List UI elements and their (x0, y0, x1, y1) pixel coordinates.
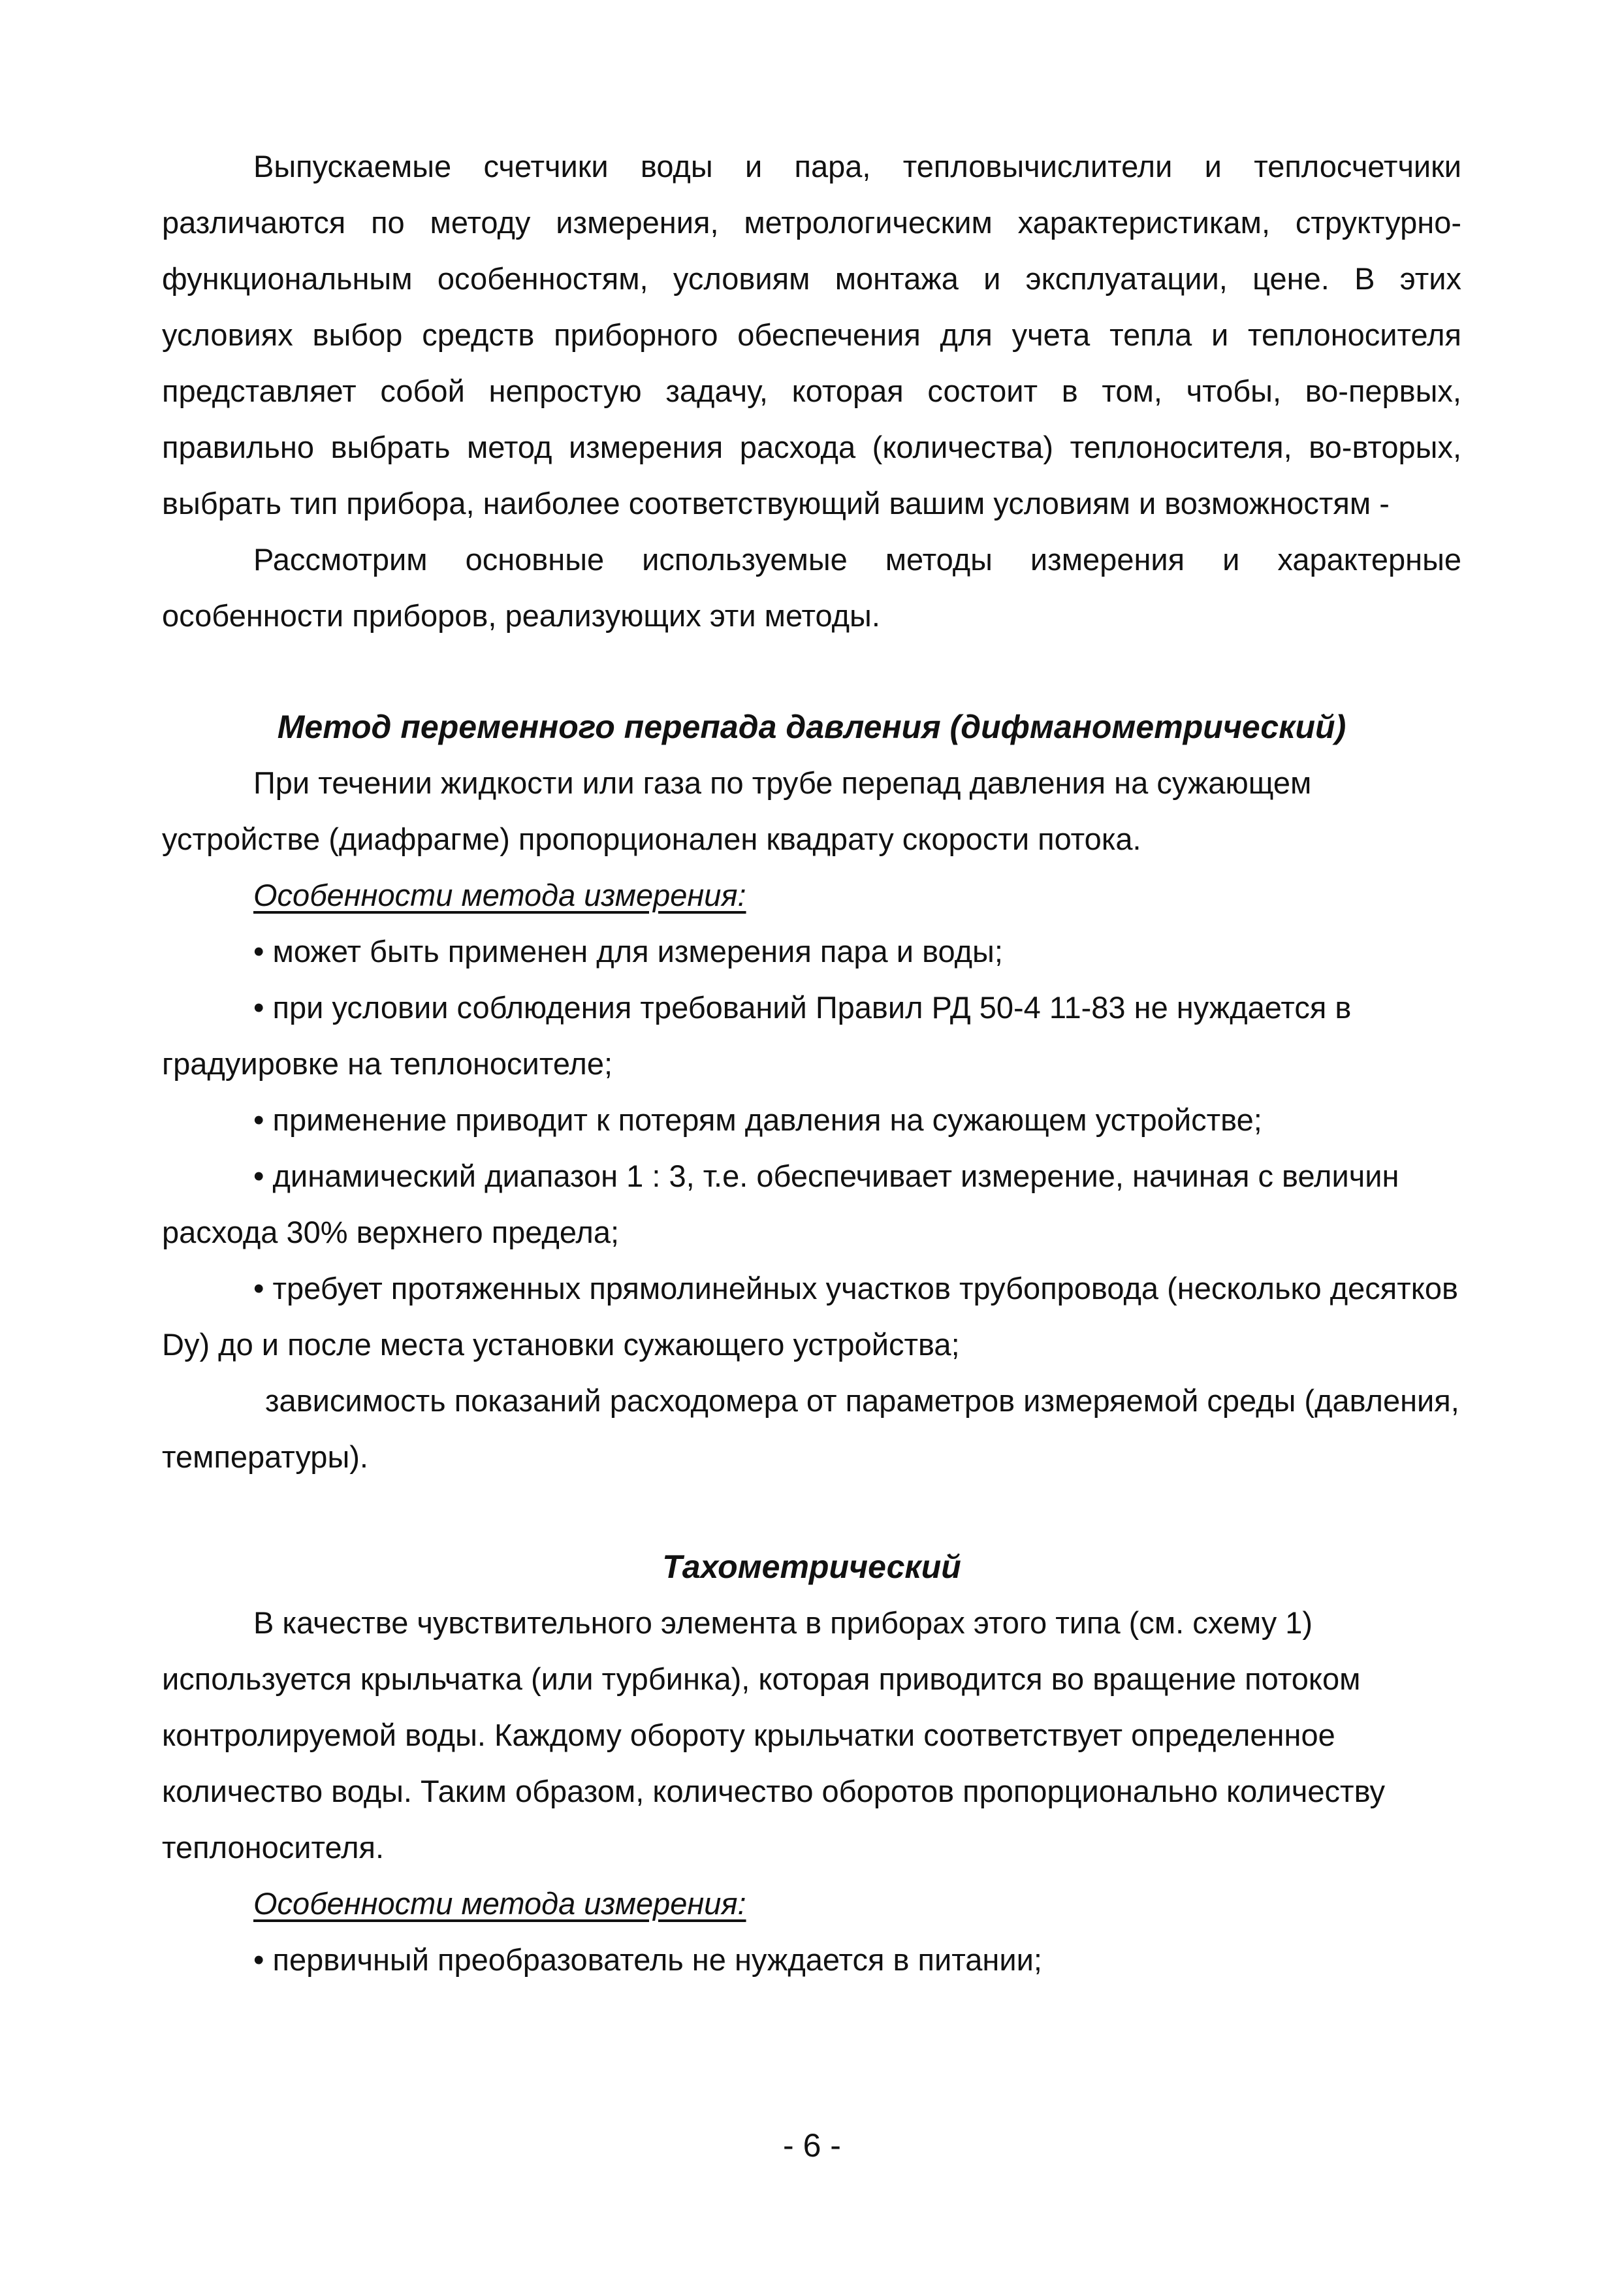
feature-item: • применение приводит к потерям давления на сужающем устройстве; (253, 1102, 1262, 1137)
features-label-tachometric: Особенности метода измерения: (253, 1886, 746, 1921)
feature-item: • при условии соблюдения требований Правил РД 50-4 11-83 не нуждается в градуировке на теплоносителе; (162, 990, 1352, 1081)
section-heading-differential: Метод переменного перепада давления (дифманометрический) (277, 709, 1346, 745)
section-heading-tachometric: Тахометрический (662, 1548, 961, 1585)
feature-item: • первичный преобразователь не нуждается в питании; (253, 1942, 1042, 1977)
intro-paragraph-1: Выпускаемые счетчики воды и пара, тепловычислители и теплосчетчики различаются по методу измерения, метрологическим характеристикам, структурно-функциональным особенностям, условиям монтажа и эксплуатации, цене. В этих условиях выбор средств приборного обеспечения для учета тепла и теплоносителя представляет собой непростую задачу, которая состоит в том, чтобы, во-первых, правильно выбрать метод измерения расхода (количества) теплоносителя, во-вторых, выбрать тип прибора, наиболее соответствующий вашим условиям и возможностям - (162, 149, 1461, 521)
feature-item: • динамический диапазон 1 : 3, т.е. обеспечивает измерение, начиная с величин расхода 30% верхнего предела; (162, 1159, 1399, 1249)
feature-item: • требует протяженных прямолинейных участков трубопровода (несколько десятков Dy) до и после места установки сужающего устройства; (162, 1271, 1458, 1362)
section-description-tachometric: В качестве чувствительного элемента в приборах этого типа (см. схему 1) используется крыльчатка (или турбинка), которая приводится во вращение потоком контролируемой воды. Каждому обороту крыльчатки соответствует определенное количество воды. Таким образом, количество оборотов пропорционально количеству теплоносителя. (162, 1605, 1386, 1865)
features-label-differential: Особенности метода измерения: (253, 878, 746, 912)
feature-item: • может быть применен для измерения пара и воды; (253, 934, 1003, 969)
intro-paragraph-2: Рассмотрим основные используемые методы измерения и характерные особенности приборов, реализующих эти методы. (162, 542, 1461, 633)
section-description-differential: При течении жидкости или газа по трубе перепад давления на сужающем устройстве (диафрагме) пропорционален квадрату скорости потока. (162, 765, 1312, 856)
feature-item: зависимость показаний расходомера от параметров измеряемой среды (давления, температуры). (162, 1383, 1459, 1474)
page-number: - 6 - (783, 2127, 841, 2164)
document-page (162, 138, 1461, 1988)
